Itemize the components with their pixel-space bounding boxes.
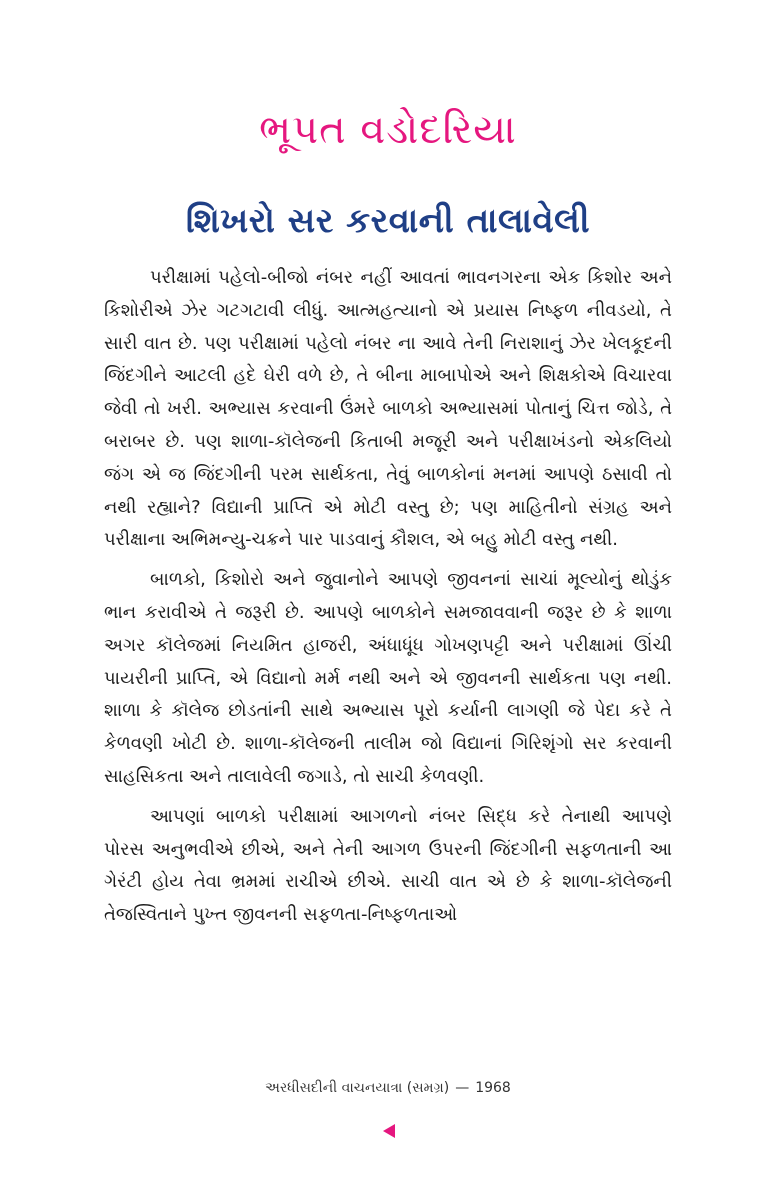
author-name: ભૂપત વડોદરિયા [259, 107, 517, 153]
page-number: 1968 [475, 1080, 511, 1096]
triangle-left-icon[interactable] [383, 1124, 395, 1138]
footer-separator: — [455, 1080, 470, 1096]
paragraph-2: બાળકો, કિશોરો અને જુવાનોને આપણે જીવનનાં સાચાં મૂલ્યોનું થોડુંક ભાન કરાવીએ તે જરૂરી છે. આપણે બાળકોને સમજાવવાની જરૂર છે કે શાળા અગર કૉલેજમાં નિયમિત હાજરી, અંધાધૂંધ ગોખણપટ્ટી અને પરીક્ષામાં ઊંચી પાયરીની પ્રાપ્તિ, એ વિદ્યાનો મર્મ નથી અને એ જીવનની સાર્થકતા પણ નથી. શાળા કે કૉલેજ છોડતાંની સાથે અભ્યાસ પૂરો કર્યાની લાગણી જે પેદા કરે તે કેળવણી ખોટી છે. શાળા-કૉલેજની તાલીમ જો વિદ્યાનાં ગિરિશૃંગો સર કરવાની સાહસિકતા અને તાલાવેલી જગાડે, તો સાચી કેળવણી. [104, 569, 672, 787]
paragraph-3: આપણાં બાળકો પરીક્ષામાં આગળનો નંબર સિદ્ધ કરે તેનાથી આપણે પોરસ અનુભવીએ છીએ, અને તેની આગળ ઉપરની જિંદગીની સફળતાની આ ગેરંટી હોય તેવા ભ્રમમાં રાચીએ છીએ. સાચી વાત એ છે કે શાળા-કૉલેજની તેજસ્વિતાને પુખ્ત જીવનની સફળતા-નિષ્ફળતાઓ [104, 805, 672, 926]
article-body [104, 262, 672, 932]
article-title: શિખરો સર કરવાની તાલાવેલી [185, 201, 591, 241]
footer-book-title: અરધીસદીની વાચનયાત્રા (સમગ્ર) [265, 1080, 450, 1096]
page-footer [0, 1078, 776, 1098]
paragraph-1: પરીક્ષામાં પહેલો-બીજો નંબર નહીં આવતાં ભાવનગરના એક કિશોર અને કિશોરીએ ઝેર ગટગટાવી લીધું. આત્મહત્યાનો એ પ્રયાસ નિષ્ફળ નીવડયો, તે સારી વાત છે. પણ પરીક્ષામાં પહેલો નંબર ના આવે તેની નિરાશાનું ઝેર ખેલકૂદની જિંદગીને આટલી હદે ઘેરી વળે છે, તે બીના માબાપોએ અને શિક્ષકોએ વિચારવા જેવી તો ખરી. અભ્યાસ કરવાની ઉંમરે બાળકો અભ્યાસમાં પોતાનું ચિત્ત જોડે, તે બરાબર છે. પણ શાળા-કૉલેજની કિતાબી મજૂરી અને પરીક્ષાખંડનો એકલિયો જંગ એ જ જિંદગીની પરમ સાર્થકતા, તેવું બાળકોનાં મનમાં આપણે ઠસાવી તો નથી રહ્યાને? વિદ્યાની પ્રાપ્તિ એ મોટી વસ્તુ છે; પણ માહિતીનો સંગ્રહ અને પરીક્ષાના અભિમન્યુ-ચક્રને પાર પાડવાનું કૌશલ, એ બહુ મોટી વસ્તુ નથી. [104, 267, 672, 551]
